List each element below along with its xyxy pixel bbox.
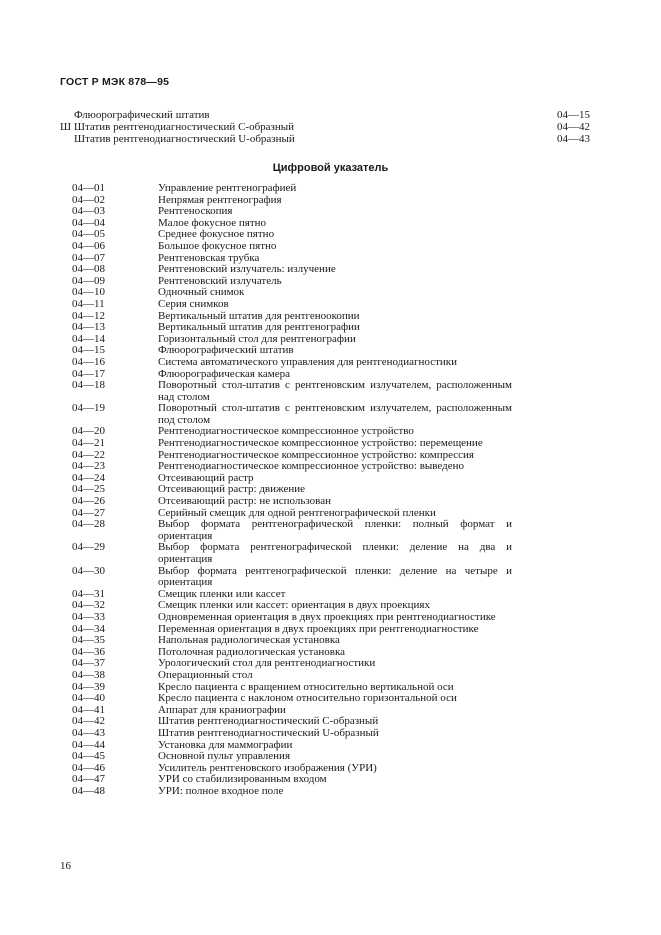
index-code: 04—13 <box>72 321 105 334</box>
index-code: 04—47 <box>72 773 105 786</box>
index-term: Отсеивающий растр: движение <box>158 483 305 496</box>
index-code: 04—39 <box>72 680 105 693</box>
index-term: Выбор формата рентгенографической пленки: полный формат и ориентация <box>158 518 512 542</box>
index-code: 04—40 <box>72 692 105 705</box>
index-term: Штатив рентгенодиагностический U-образный <box>158 726 379 739</box>
index-term: Операционный стол <box>158 668 253 681</box>
index-term: Кресло пациента с вращением относительно вертикальной оси <box>158 680 454 693</box>
index-code: 04—44 <box>72 738 105 751</box>
top-entry-term: Штатив рентгенодиагностический U-образный <box>74 133 295 145</box>
index-term: Отсеивающий растр: не использован <box>158 495 331 508</box>
index-code: 04—20 <box>72 425 105 438</box>
index-code: 04—33 <box>72 610 105 623</box>
index-code: 04—46 <box>72 761 105 774</box>
index-code: 04—18 <box>72 379 105 392</box>
index-row <box>0 670 661 682</box>
index-code: 04—30 <box>72 564 105 577</box>
index-term: Среднее фокусное пятно <box>158 228 275 241</box>
index-term: Основной пульт управления <box>158 750 290 763</box>
index-code: 04—12 <box>72 309 105 322</box>
index-term: Переменная ориентация в двух проекциях при рентгенодиагностике <box>158 622 479 635</box>
index-code: 04—34 <box>72 622 105 635</box>
top-entry <box>60 121 590 133</box>
index-row <box>0 241 661 253</box>
index-code: 04—05 <box>72 228 105 241</box>
index-term: Серийный смещик для одной рентгенографической пленки <box>158 506 436 519</box>
index-code: 04—19 <box>72 402 105 415</box>
index-code: 04—09 <box>72 274 105 287</box>
index-term: Вертикальный штатив для рентгеноокопии <box>158 309 360 322</box>
index-code: 04—48 <box>72 784 105 797</box>
top-entry <box>60 133 590 145</box>
index-term: Рентгенодиагностическое компрессионное устройство <box>158 425 414 438</box>
index-row <box>0 380 661 403</box>
index-row <box>0 612 661 624</box>
index-term: Аппарат для краниографии <box>158 703 286 716</box>
index-term: Флюорографическая камера <box>158 367 290 380</box>
index-row <box>0 786 661 798</box>
index-code: 04—43 <box>72 726 105 739</box>
index-code: 04—26 <box>72 495 105 508</box>
section-title: Цифровой указатель <box>272 162 389 174</box>
index-term: Смещик пленки или кассет: ориентация в двух проекциях <box>158 599 430 612</box>
index-row <box>0 496 661 508</box>
index-code: 04—37 <box>72 657 105 670</box>
index-term: Серия снимков <box>158 297 229 310</box>
index-code: 04—27 <box>72 506 105 519</box>
index-code: 04—15 <box>72 344 105 357</box>
index-term: Штатив рентгенодиагностический С-образный <box>158 715 379 728</box>
index-code: 04—38 <box>72 668 105 681</box>
index-term: Рентгенодиагностическое компрессионное устройство: перемещение <box>158 437 483 450</box>
index-term: Рентгенодиагностическое компрессионное устройство: выведено <box>158 460 465 473</box>
index-term: Непрямая рентгенография <box>158 193 282 206</box>
index-row <box>0 357 661 369</box>
index-term: Рентгеновский излучатель <box>158 274 282 287</box>
index-code: 04—04 <box>72 216 105 229</box>
index-row <box>0 519 661 542</box>
index-row <box>0 751 661 763</box>
index-row <box>0 438 661 450</box>
index-row <box>0 264 661 276</box>
index-row <box>0 728 661 740</box>
index-code: 04—35 <box>72 634 105 647</box>
index-term: Система автоматического управления для рентгенодиагностики <box>158 355 457 368</box>
index-term: Потолочная радиологическая установка <box>158 645 346 658</box>
index-code: 04—31 <box>72 587 105 600</box>
index-term: Рентгеновская трубка <box>158 251 260 264</box>
index-code: 04—32 <box>72 599 105 612</box>
index-term: УРИ со стабилизированным входом <box>158 773 327 786</box>
index-code: 04—06 <box>72 239 105 252</box>
top-entries <box>60 109 590 145</box>
index-code: 04—22 <box>72 448 105 461</box>
index-row <box>0 693 661 705</box>
index-code: 04—16 <box>72 355 105 368</box>
index-code: 04—42 <box>72 715 105 728</box>
index-term: Рентгенодиагностическое компрессионное устройство: компрессия <box>158 448 474 461</box>
index-term: Выбор формата рентгенографической пленки: деление на два и ориентация <box>158 541 512 565</box>
page-number: 16 <box>60 860 71 872</box>
index-code: 04—24 <box>72 471 105 484</box>
index-term: Поворотный стол-штатив с рентгеновским излучателем, расположенным под столом <box>158 402 512 426</box>
index-row <box>0 635 661 647</box>
index-code: 04—11 <box>72 297 105 310</box>
index-code: 04—23 <box>72 460 105 473</box>
index-row <box>0 403 661 426</box>
index-term: Урологический стол для рентгенодиагностики <box>158 657 376 670</box>
index-term: Напольная радиологическая установка <box>158 634 340 647</box>
index-term: Одночный снимок <box>158 286 245 299</box>
index-row <box>0 542 661 565</box>
index-code: 04—02 <box>72 193 105 206</box>
index-code: 04—29 <box>72 541 105 554</box>
index-term: Рентгеноскопия <box>158 205 233 218</box>
index-term: Поворотный стол-штатив с рентгеновским излучателем, расположенным над столом <box>158 379 512 403</box>
top-entry-term: Ш Штатив рентгенодиагностический С-образный <box>60 121 295 133</box>
index-term: Большое фокусное пятно <box>158 239 277 252</box>
index-code: 04—45 <box>72 750 105 763</box>
index-code: 04—25 <box>72 483 105 496</box>
index-row <box>0 183 661 195</box>
index-term: Рентгеновский излучатель: излучение <box>158 263 336 276</box>
index-code: 04—08 <box>72 263 105 276</box>
top-entry <box>60 109 590 121</box>
index-code: 04—14 <box>72 332 105 345</box>
top-entry-code: 04—15 <box>557 109 590 121</box>
index-term: Управление рентгенографией <box>158 182 297 194</box>
index-term: Вертикальный штатив для рентгенографии <box>158 321 360 334</box>
index-code: 04—03 <box>72 205 105 218</box>
index-code: 04—41 <box>72 703 105 716</box>
top-entry-code: 04—42 <box>557 121 590 133</box>
index-code: 04—01 <box>72 182 105 194</box>
index-term: Выбор формата рентгенографической пленки: деление на четыре и ориентация <box>158 564 512 589</box>
index-code: 04—17 <box>72 367 105 380</box>
index-code: 04—36 <box>72 645 105 658</box>
index-term: Кресло пациента с наклоном относительно горизонтальной оси <box>158 692 457 705</box>
index-term: Одновременная ориентация в двух проекциях при рентгенодиагностике <box>158 610 496 623</box>
index-code: 04—28 <box>72 518 105 531</box>
index-code: 04—21 <box>72 437 105 450</box>
index-term: Усилитель рентгеновского изображения (УРИ) <box>158 761 377 774</box>
index-term: Установка для маммографии <box>158 738 293 751</box>
document-header: ГОСТ Р МЭК 878—95 <box>60 76 170 88</box>
index-row <box>0 322 661 334</box>
index-term: Горизонтальный стол для рентгенографии <box>158 332 356 345</box>
index-term: Малое фокусное пятно <box>158 216 267 229</box>
index-code: 04—10 <box>72 286 105 299</box>
index-row <box>0 566 661 589</box>
index-term: Смещик пленки или кассет <box>158 587 286 600</box>
index-code: 04—07 <box>72 251 105 264</box>
numeric-index <box>0 183 661 797</box>
index-row <box>0 299 661 311</box>
top-entry-term: Флюорографический штатив <box>74 109 210 121</box>
top-entry-code: 04—43 <box>557 133 590 145</box>
index-term: Флюорографический штатив <box>158 344 294 357</box>
index-term: Отсеивающий растр <box>158 471 254 484</box>
index-term: УРИ: полное входное поле <box>158 784 284 797</box>
